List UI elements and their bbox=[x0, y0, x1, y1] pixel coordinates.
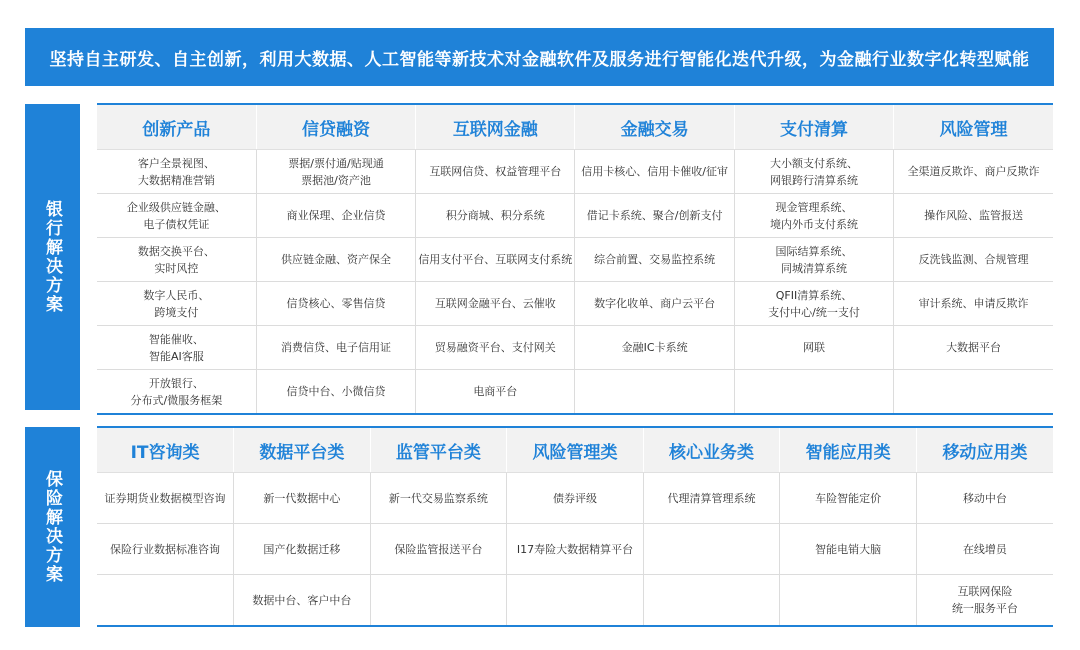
insurance-header-cell: 核心业务类 bbox=[643, 427, 780, 473]
table-cell: 数据交换平台、 实时风控 bbox=[97, 238, 256, 282]
table-cell: 互联网信贷、权益管理平台 bbox=[416, 150, 575, 194]
table-cell: 票据/票付通/贴现通 票据池/资产池 bbox=[256, 150, 415, 194]
table-cell: 债券评级 bbox=[507, 473, 644, 524]
table-cell: 金融IC卡系统 bbox=[575, 326, 734, 370]
bank-header-cell: 支付清算 bbox=[734, 104, 893, 150]
table-row bbox=[97, 282, 1053, 326]
table-cell: 开放银行、 分布式/微服务框架 bbox=[97, 370, 256, 415]
table-cell bbox=[97, 575, 234, 627]
table-row bbox=[97, 238, 1053, 282]
table-cell bbox=[507, 575, 644, 627]
bank-header-cell: 创新产品 bbox=[97, 104, 256, 150]
table-cell: 智能电销大脑 bbox=[780, 524, 917, 575]
table-cell: I17寿险大数据精算平台 bbox=[507, 524, 644, 575]
insurance-header-cell: 风险管理类 bbox=[507, 427, 644, 473]
table-cell: 新一代数据中心 bbox=[234, 473, 371, 524]
table-cell bbox=[575, 370, 734, 415]
bank-solutions-label: 银行解决方案 bbox=[25, 104, 80, 410]
table-cell: 全渠道反欺诈、商户反欺诈 bbox=[894, 150, 1053, 194]
insurance-header-cell: 监管平台类 bbox=[370, 427, 507, 473]
table-cell: 借记卡系统、聚合/创新支付 bbox=[575, 194, 734, 238]
insurance-header-cell: 移动应用类 bbox=[916, 427, 1053, 473]
bank-header-cell: 信贷融资 bbox=[256, 104, 415, 150]
bank-header-cell: 互联网金融 bbox=[416, 104, 575, 150]
table-cell bbox=[780, 575, 917, 627]
table-cell: 现金管理系统、 境内外币支付系统 bbox=[734, 194, 893, 238]
bank-header-cell: 风险管理 bbox=[894, 104, 1053, 150]
table-row bbox=[97, 575, 1053, 627]
table-cell: 大小额支付系统、 网银跨行清算系统 bbox=[734, 150, 893, 194]
table-row bbox=[97, 524, 1053, 575]
table-cell bbox=[734, 370, 893, 415]
insurance-header-cell: 智能应用类 bbox=[780, 427, 917, 473]
table-cell: 国际结算系统、 同城清算系统 bbox=[734, 238, 893, 282]
table-cell: 供应链金融、资产保全 bbox=[256, 238, 415, 282]
table-row bbox=[97, 473, 1053, 524]
table-cell: 新一代交易监察系统 bbox=[370, 473, 507, 524]
table-cell: 信贷核心、零售信贷 bbox=[256, 282, 415, 326]
table-cell: 信用卡核心、信用卡催收/征审 bbox=[575, 150, 734, 194]
table-cell: 国产化数据迁移 bbox=[234, 524, 371, 575]
table-cell: 电商平台 bbox=[416, 370, 575, 415]
table-cell: 互联网金融平台、云催收 bbox=[416, 282, 575, 326]
insurance-header-cell: 数据平台类 bbox=[234, 427, 371, 473]
table-cell: 操作风险、监管报送 bbox=[894, 194, 1053, 238]
table-cell: 审计系统、申请反欺诈 bbox=[894, 282, 1053, 326]
table-cell: QFII清算系统、 支付中心/统一支付 bbox=[734, 282, 893, 326]
table-row bbox=[97, 370, 1053, 415]
insurance-solutions-table bbox=[97, 426, 1053, 627]
table-cell: 互联网保险 统一服务平台 bbox=[951, 585, 1018, 615]
table-cell bbox=[643, 524, 780, 575]
banner-text: 坚持自主研发、自主创新，利用大数据、人工智能等新技术对金融软件及服务进行智能化迭代升级，为金融行业数字化转型赋能 bbox=[49, 49, 1030, 70]
table-cell bbox=[370, 575, 507, 627]
table-cell: 车险智能定价 bbox=[780, 473, 917, 524]
insurance-header-row bbox=[97, 427, 1053, 473]
table-cell: 信贷中台、小微信贷 bbox=[256, 370, 415, 415]
bank-header-cell: 金融交易 bbox=[575, 104, 734, 150]
table-row bbox=[97, 326, 1053, 370]
insurance-header-cell: IT咨询类 bbox=[97, 427, 234, 473]
table-cell bbox=[894, 370, 1053, 415]
table-cell: 数字化收单、商户云平台 bbox=[575, 282, 734, 326]
table-cell bbox=[643, 575, 780, 627]
table-cell: 企业级供应链金融、 电子债权凭证 bbox=[97, 194, 256, 238]
table-cell: 网联 bbox=[734, 326, 893, 370]
table-cell: 大数据平台 bbox=[894, 326, 1053, 370]
top-banner bbox=[25, 28, 1054, 86]
table-cell: 数字人民币、 跨境支付 bbox=[97, 282, 256, 326]
insurance-solutions-label: 保险解决方案 bbox=[25, 427, 80, 627]
bank-solutions-table bbox=[97, 103, 1053, 415]
table-cell: 消费信贷、电子信用证 bbox=[256, 326, 415, 370]
table-cell: 智能催收、 智能AI客服 bbox=[97, 326, 256, 370]
table-cell: 在线增员 bbox=[916, 524, 1053, 575]
bank-header-row bbox=[97, 104, 1053, 150]
table-cell: 代理清算管理系统 bbox=[643, 473, 780, 524]
table-cell: 保险监管报送平台 bbox=[370, 524, 507, 575]
table-cell: 证券期货业数据模型咨询 bbox=[97, 473, 234, 524]
table-cell: 保险行业数据标准咨询 bbox=[97, 524, 234, 575]
table-cell: 反洗钱监测、合规管理 bbox=[894, 238, 1053, 282]
table-row bbox=[97, 194, 1053, 238]
table-cell: 贸易融资平台、支付网关 bbox=[416, 326, 575, 370]
table-cell: 商业保理、企业信贷 bbox=[256, 194, 415, 238]
table-cell: 客户全景视图、 大数据精准营销 bbox=[97, 150, 256, 194]
table-cell: 数据中台、客户中台 bbox=[234, 575, 371, 627]
table-row bbox=[97, 150, 1053, 194]
table-cell: 积分商城、积分系统 bbox=[416, 194, 575, 238]
table-cell: 综合前置、交易监控系统 bbox=[575, 238, 734, 282]
table-cell: 移动中台 bbox=[916, 473, 1053, 524]
table-cell: 信用支付平台、互联网支付系统 bbox=[416, 238, 575, 282]
